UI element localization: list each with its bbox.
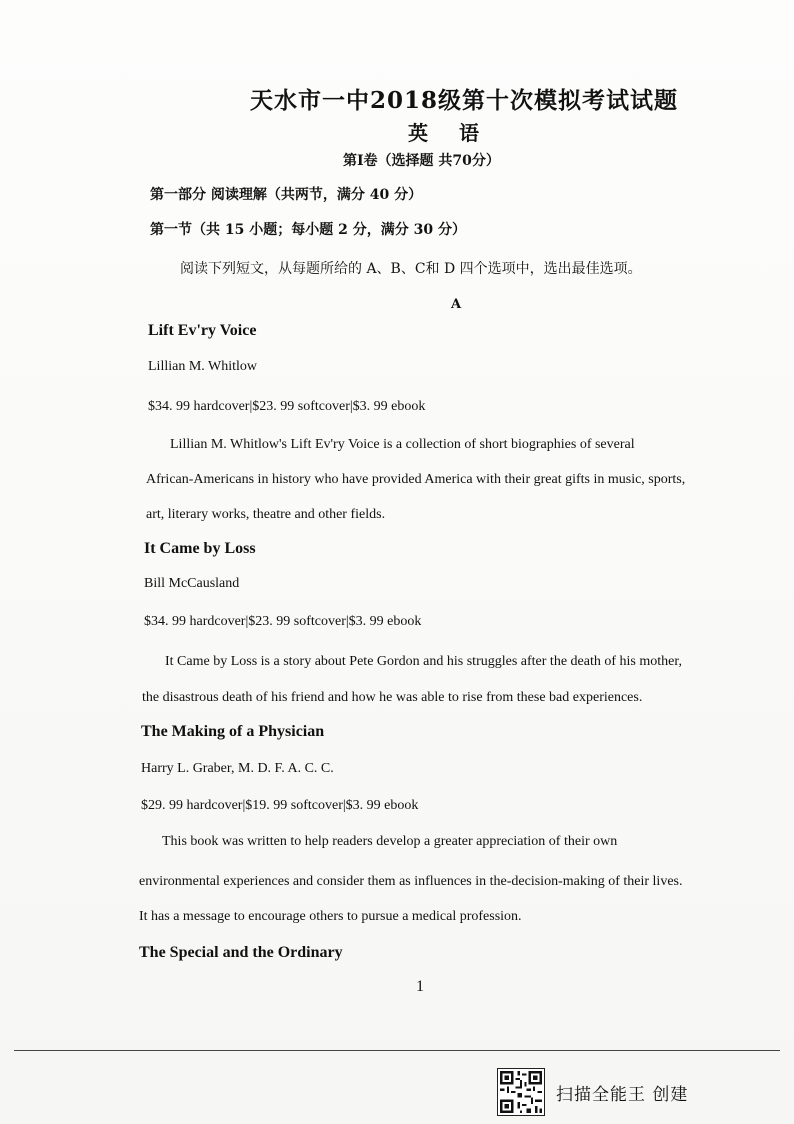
footer-divider xyxy=(14,1050,780,1051)
book-description-line: It Came by Loss is a story about Pete Gordon and his struggles after the death of his mother, xyxy=(165,654,682,669)
book-description-line: This book was written to help readers develop a greater appreciation of their own xyxy=(162,834,618,849)
book-title: Lift Ev'ry Voice xyxy=(148,322,257,339)
book-description-line: art, literary works, theatre and other fields. xyxy=(146,507,386,522)
book-description-line: African-Americans in history who have provided America with their great gifts in music, sports, xyxy=(146,472,686,487)
book-title: The Special and the Ordinary xyxy=(139,944,343,961)
section-heading: 第I卷（选择题 共70分） xyxy=(343,153,500,169)
part-heading: 第一部分 阅读理解（共两节，满分 40 分） xyxy=(150,187,423,203)
passage-letter: A xyxy=(451,297,462,312)
scanner-watermark-text: 扫描全能王 创建 xyxy=(556,1085,689,1105)
book-title: It Came by Loss xyxy=(144,540,256,557)
book-price: $34. 99 hardcover|$23. 99 softcover|$3. 99 ebook xyxy=(148,399,426,414)
book-description-line: It has a message to encourage others to pursue a medical profession. xyxy=(139,909,522,924)
book-author: Lillian M. Whitlow xyxy=(148,359,258,374)
book-author: Bill McCausland xyxy=(144,576,240,591)
book-title: The Making of a Physician xyxy=(141,723,325,740)
subpart-heading: 第一节（共 15 小题；每小题 2 分，满分 30 分） xyxy=(150,222,466,238)
book-price: $29. 99 hardcover|$19. 99 softcover|$3. 99 ebook xyxy=(141,798,419,813)
book-author: Harry L. Graber, M. D. F. A. C. C. xyxy=(141,761,334,776)
exam-title: 天水市一中2018级第十次模拟考试试题 xyxy=(250,87,679,114)
qr-code-icon xyxy=(497,1068,545,1116)
instruction-text: 阅读下列短文，从每题所给的 A、B、C和 D 四个选项中，选出最佳选项。 xyxy=(180,261,642,277)
book-description-line: environmental experiences and consider them as influences in the-decision-making of their lives. xyxy=(139,874,683,889)
book-description-line: Lillian M. Whitlow's Lift Ev'ry Voice is a collection of short biographies of several xyxy=(170,437,635,452)
page-number: 1 xyxy=(416,978,424,995)
book-description-line: the disastrous death of his friend and how he was able to rise from these bad experiences. xyxy=(142,690,643,705)
book-price: $34. 99 hardcover|$23. 99 softcover|$3. 99 ebook xyxy=(144,614,422,629)
subject-title: 英 语 xyxy=(408,121,491,145)
